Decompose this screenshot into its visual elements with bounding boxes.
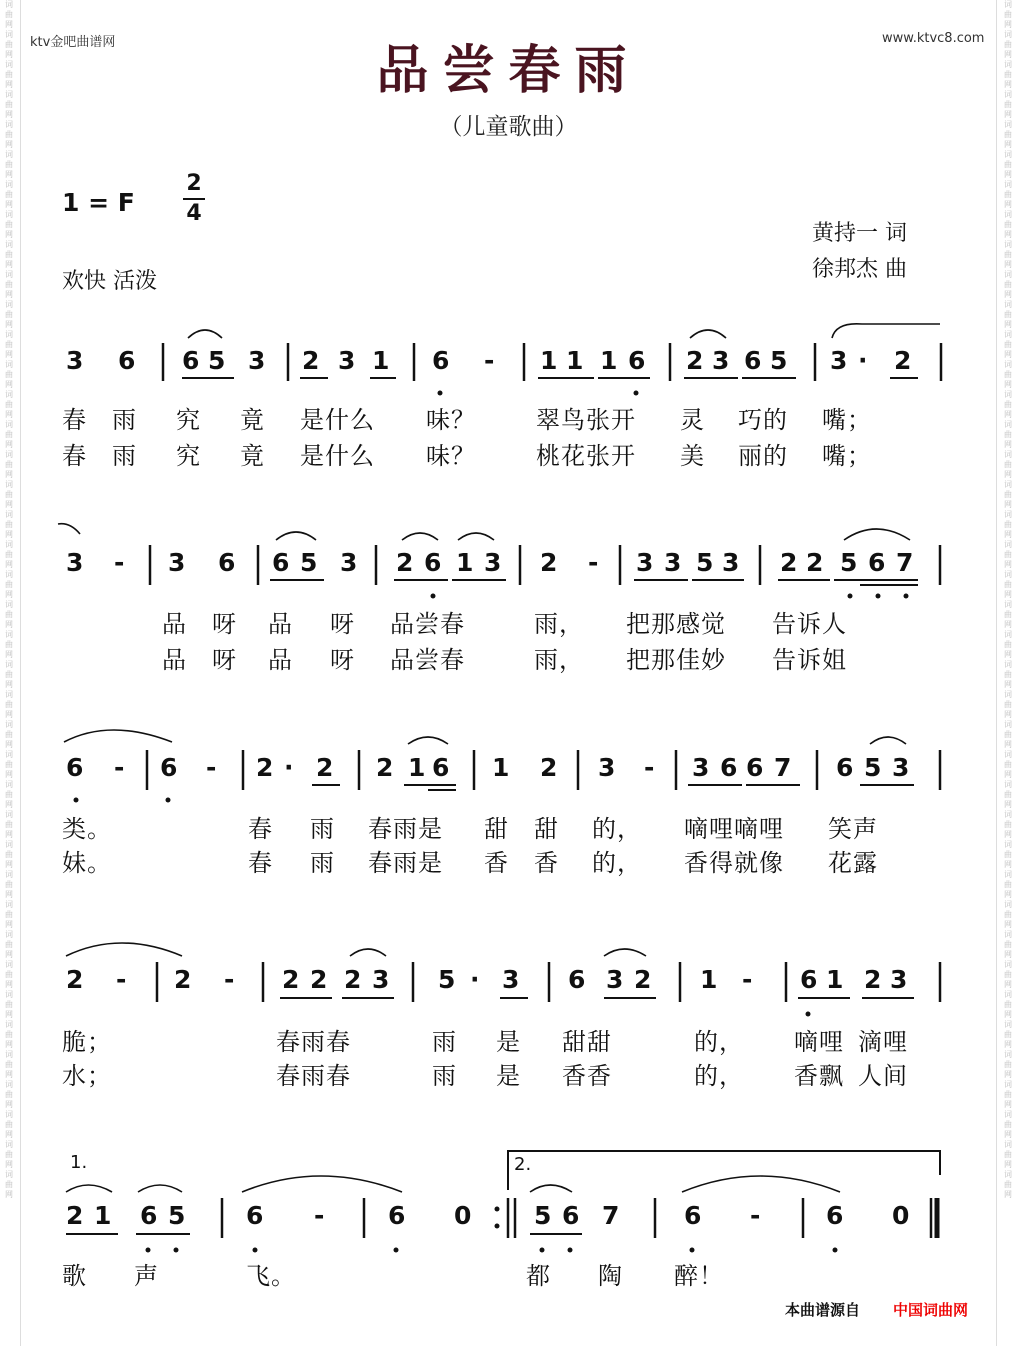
repeat-dots: [495, 1207, 500, 1229]
note: 2: [686, 346, 705, 375]
note: 2: [66, 1201, 85, 1230]
lyric: 花露: [828, 849, 878, 877]
note: 6: [182, 346, 201, 375]
lyric: 呀: [330, 610, 355, 638]
note: 1: [540, 346, 559, 375]
lyric: 水；: [62, 1062, 112, 1090]
right-watermark-strip: 词曲网词曲网词曲网词曲网词曲网词曲网词曲网词曲网词曲网词曲网词曲网词曲网词曲网词曲网词曲网词曲网词曲网词曲网词曲网词曲网词曲网词曲网词曲网词曲网词曲网词曲网词曲网词曲网词曲网词曲网词曲网词曲网词曲网词曲网词曲网词曲网词曲网词曲网词曲网词曲网: [1004, 0, 1012, 1199]
lyric: 品: [268, 646, 293, 674]
lyric: 的，: [592, 815, 642, 843]
note: 0: [454, 1201, 473, 1230]
lyric: 把那佳妙: [626, 646, 726, 674]
lyric: 究: [176, 406, 201, 434]
lyric: 妹。: [62, 849, 112, 877]
note: -: [224, 965, 236, 994]
lyric: 春: [248, 815, 273, 843]
footer-source-site[interactable]: 中国词曲网: [893, 1301, 969, 1319]
note: 1: [700, 965, 719, 994]
lyric: 春雨是: [368, 815, 443, 843]
lyric: 桃花张开: [536, 442, 636, 470]
note: -: [644, 753, 656, 782]
lyric: 雨: [432, 1062, 457, 1090]
lyric: 的，: [694, 1062, 744, 1090]
note: 1: [408, 753, 427, 782]
lyric: 是: [496, 1062, 521, 1090]
lyric: 香飘: [794, 1062, 844, 1090]
lyric: 春: [62, 442, 87, 470]
note: 6: [118, 346, 137, 375]
lyric: 春雨是: [368, 849, 443, 877]
note: -: [588, 548, 600, 577]
lyric: 呀: [330, 646, 355, 674]
note: 3: [598, 753, 617, 782]
note: 1: [456, 548, 475, 577]
note: 5: [696, 548, 715, 577]
note: 2: [282, 965, 301, 994]
lyric: 香得就像: [684, 849, 784, 877]
note: 6: [66, 753, 85, 782]
lyric: 春: [248, 849, 273, 877]
note: 3: [664, 548, 683, 577]
note: 3: [168, 548, 187, 577]
note: 5: [534, 1201, 553, 1230]
note: 3: [892, 753, 911, 782]
note: 6: [562, 1201, 581, 1230]
note: 3: [338, 346, 357, 375]
lyric: 香香: [562, 1062, 612, 1090]
lyric: 雨，: [534, 610, 584, 638]
note: 6: [388, 1201, 407, 1230]
note: 6: [746, 753, 765, 782]
note: 3: [712, 346, 731, 375]
note: 1: [372, 346, 391, 375]
note: 2: [174, 965, 193, 994]
lyric: 雨: [112, 442, 137, 470]
lyricist-credit: 黄持一 词: [812, 221, 907, 246]
lyric: 告诉姐: [772, 646, 847, 674]
note: 6: [568, 965, 587, 994]
note: 3: [636, 548, 655, 577]
second-ending-label: 2.: [514, 1154, 532, 1175]
lyric: 灵: [680, 406, 705, 434]
lyric: 嘴；: [822, 406, 872, 434]
lyric: 香: [484, 849, 509, 877]
note: 3: [692, 753, 711, 782]
note: 6: [744, 346, 763, 375]
note: 3: [830, 346, 849, 375]
note: -: [742, 965, 754, 994]
lyric: 品尝春: [390, 646, 465, 674]
note: 6: [218, 548, 237, 577]
lyric: 呀: [212, 646, 237, 674]
site-name-left[interactable]: ktv金吧曲谱网: [30, 35, 116, 50]
note: 2: [540, 753, 559, 782]
note: 7: [896, 548, 915, 577]
song-title: 品尝春雨: [376, 40, 641, 101]
first-ending-label: 1.: [70, 1152, 88, 1173]
note: 1: [94, 1201, 113, 1230]
lyric: 是: [496, 1028, 521, 1056]
note: 3: [340, 548, 359, 577]
lyric: 品尝春: [390, 610, 465, 638]
lyric: 嘀哩: [794, 1028, 844, 1056]
lyric: 品: [162, 646, 187, 674]
note: 6: [800, 965, 819, 994]
lyric: 是什么: [300, 442, 375, 470]
key-signature: 1 = F: [62, 188, 135, 217]
note: 5: [438, 965, 457, 994]
lyric: 醉！: [674, 1262, 724, 1290]
lyric: 人间: [858, 1062, 908, 1090]
note: -: [314, 1201, 326, 1230]
lyric: 竟: [240, 442, 265, 470]
note: 2: [302, 346, 321, 375]
note: 2: [396, 548, 415, 577]
lyric: 陶: [598, 1262, 623, 1290]
note: ·: [470, 965, 481, 994]
lyric: 声: [134, 1262, 159, 1290]
note: 2: [540, 548, 559, 577]
note: 5: [300, 548, 319, 577]
lyric: 雨，: [534, 646, 584, 674]
lyric: 呀: [212, 610, 237, 638]
note: 3: [606, 965, 625, 994]
note: 3: [248, 346, 267, 375]
lyric: 笑声: [828, 815, 878, 843]
lyric: 是什么: [300, 406, 375, 434]
note: 6: [684, 1201, 703, 1230]
lyric: 把那感觉: [626, 610, 726, 638]
note: 6: [424, 548, 443, 577]
lyric: 甜: [484, 815, 509, 843]
note: 2: [256, 753, 275, 782]
note: 6: [432, 346, 451, 375]
note: 1: [566, 346, 585, 375]
note: 2: [864, 965, 883, 994]
lyric: 味？: [426, 442, 476, 470]
lyric: 雨: [310, 849, 335, 877]
duration-underlines: [66, 378, 918, 1234]
note: 2: [344, 965, 363, 994]
lyric: 丽的: [738, 442, 788, 470]
note: 5: [770, 346, 789, 375]
lyric: 的，: [694, 1028, 744, 1056]
note: 1: [826, 965, 845, 994]
note: -: [206, 753, 218, 782]
lyric: 香: [534, 849, 559, 877]
lyric: 雨: [112, 406, 137, 434]
left-watermark-strip: 词曲网词曲网词曲网词曲网词曲网词曲网词曲网词曲网词曲网词曲网词曲网词曲网词曲网词曲网词曲网词曲网词曲网词曲网词曲网词曲网词曲网词曲网词曲网词曲网词曲网词曲网词曲网词曲网词曲网词曲网词曲网词曲网词曲网词曲网词曲网词曲网词曲网词曲网词曲网词曲网: [5, 0, 13, 1199]
lyric: 春雨春: [276, 1028, 351, 1056]
note: 2: [780, 548, 799, 577]
note: 6: [140, 1201, 159, 1230]
lyric: 的，: [592, 849, 642, 877]
note: 3: [66, 346, 85, 375]
note: 3: [484, 548, 503, 577]
composer-credit: 徐邦杰 曲: [812, 257, 907, 282]
lyric: 味？: [426, 406, 476, 434]
lyric: 究: [176, 442, 201, 470]
lyric: 品: [268, 610, 293, 638]
lyric: 春: [62, 406, 87, 434]
note: 3: [502, 965, 521, 994]
lyric: 类。: [62, 815, 112, 843]
song-subtitle: （儿童歌曲）: [439, 114, 578, 140]
lyric: 甜甜: [562, 1028, 612, 1056]
note: 2: [806, 548, 825, 577]
lyric: 歌: [62, 1262, 87, 1290]
lyric: 竟: [240, 406, 265, 434]
note: 3: [66, 548, 85, 577]
note: 2: [310, 965, 329, 994]
note: ·: [858, 346, 869, 375]
note: ·: [284, 753, 295, 782]
note: 2: [894, 346, 913, 375]
time-signature-bottom: 4: [186, 201, 202, 226]
tempo-marking: 欢快 活泼: [62, 269, 157, 294]
lyric: 嘀哩嘀哩: [684, 815, 784, 843]
note: 6: [826, 1201, 845, 1230]
lyric: 嘴；: [822, 442, 872, 470]
lyric: 都: [526, 1262, 551, 1290]
site-url-right[interactable]: www.ktvc8.com: [882, 31, 985, 46]
note: 3: [722, 548, 741, 577]
lyric: 雨: [432, 1028, 457, 1056]
note: 2: [376, 753, 395, 782]
lyric: 告诉人: [772, 610, 847, 638]
lyric: 品: [162, 610, 187, 638]
note: 2: [66, 965, 85, 994]
note: 6: [272, 548, 291, 577]
note: 5: [208, 346, 227, 375]
note: 0: [892, 1201, 911, 1230]
note: 2: [634, 965, 653, 994]
note: -: [114, 548, 126, 577]
note: 7: [602, 1201, 621, 1230]
lyric: 春雨春: [276, 1062, 351, 1090]
note: 6: [868, 548, 887, 577]
note: 1: [492, 753, 511, 782]
note: -: [484, 346, 496, 375]
note: 6: [432, 753, 451, 782]
note: 7: [774, 753, 793, 782]
note: 5: [840, 548, 859, 577]
note: 6: [246, 1201, 265, 1230]
note: 5: [168, 1201, 187, 1230]
time-signature-top: 2: [186, 171, 202, 196]
note: -: [116, 965, 128, 994]
note: 2: [316, 753, 335, 782]
lyric: 滴哩: [858, 1028, 908, 1056]
system-4-barlines: [157, 962, 940, 1002]
note: -: [750, 1201, 762, 1230]
lyric: 巧的: [738, 406, 788, 434]
lyric: 翠鸟张开: [536, 406, 636, 434]
note: -: [114, 753, 126, 782]
note: 3: [890, 965, 909, 994]
note: 3: [372, 965, 391, 994]
lyric: 美: [680, 442, 705, 470]
note: 6: [628, 346, 647, 375]
lyric: 脆；: [62, 1028, 112, 1056]
note: 6: [720, 753, 739, 782]
lyric: 飞。: [246, 1262, 296, 1290]
lyric: 甜: [534, 815, 559, 843]
note: 6: [160, 753, 179, 782]
note: 6: [836, 753, 855, 782]
note: 5: [864, 753, 883, 782]
note: 1: [600, 346, 619, 375]
footer-source-label: 本曲谱源自: [785, 1301, 861, 1319]
lyric: 雨: [310, 815, 335, 843]
